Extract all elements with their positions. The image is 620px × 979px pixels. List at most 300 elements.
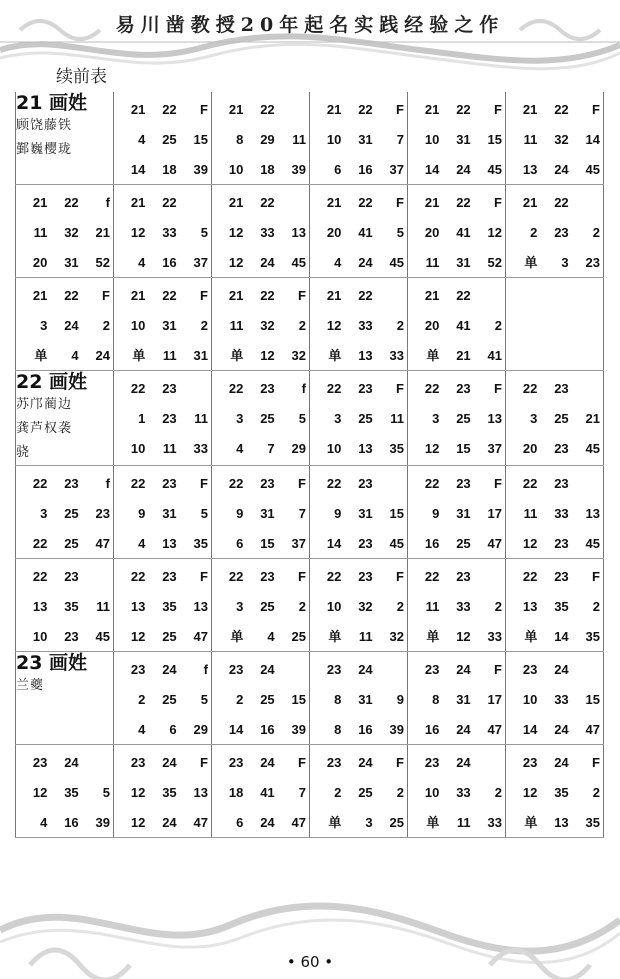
stroke-value: 10 [522,692,538,707]
stroke-value: 23 [64,569,79,584]
stroke-value: 2 [494,318,502,333]
stroke-value: 10 [32,629,48,644]
table-row [16,278,604,371]
stroke-value: F [592,102,600,117]
stroke-value: 12 [32,785,48,800]
stroke-value: 12 [130,225,146,240]
stroke-value: 18 [260,162,275,177]
stroke-value: 22 [326,381,342,396]
stroke-value: 24 [554,722,569,737]
stroke-value: 8 [334,722,342,737]
stroke-value [569,195,600,211]
stroke-value: 23 [162,381,177,396]
stroke-value: 2 [396,785,404,800]
stroke-value: 47 [487,536,502,551]
stroke-value: 14 [228,722,244,737]
stroke-value: f [301,381,306,396]
stroke-value: 23 [326,755,342,770]
stroke-value: 35 [389,441,404,456]
group-header-cell [16,92,114,185]
stroke-value: 23 [162,411,177,426]
stroke-value [275,662,306,678]
stroke-value: 24 [456,162,471,177]
stroke-value: 13 [487,411,502,426]
stroke-value: 35 [554,785,569,800]
stroke-value: 24 [358,755,373,770]
stroke-value: 13 [291,225,306,240]
stroke-value: 12 [130,629,146,644]
stroke-value: F [396,195,404,210]
combination-cell [506,652,604,745]
stroke-value: 33 [260,225,275,240]
stroke-value: 22 [358,102,373,117]
stroke-value: 单 [524,815,538,830]
stroke-value: 11 [292,132,306,147]
stroke-value: 15 [585,692,600,707]
stroke-value: 22 [456,102,471,117]
stroke-value: 41 [456,318,471,333]
combination-cell [212,278,310,371]
stroke-value: 25 [358,785,373,800]
stroke-value: 22 [162,288,177,303]
stroke-value: 24 [554,755,569,770]
continued-label: 续前表 [56,67,107,87]
combination-cell [212,371,310,466]
stroke-value: 17 [487,506,502,521]
stroke-value: 25 [162,132,177,147]
stroke-value [506,348,537,364]
stroke-value: 23 [456,381,471,396]
stroke-value: 23 [456,569,471,584]
stroke-value: 25 [456,536,471,551]
stroke-value: 29 [291,441,306,456]
stroke-value: 35 [162,599,177,614]
combination-cell [114,185,212,278]
stroke-value: 16 [162,255,177,270]
stroke-value: 21 [326,288,342,303]
stroke-value: 21 [585,411,600,426]
stroke-value: 33 [358,318,373,333]
stroke-value: 单 [328,815,342,830]
stroke-value: 25 [64,506,79,521]
stroke-value: 5 [298,411,306,426]
stroke-value: 32 [260,318,275,333]
stroke-value: 23 [32,755,48,770]
stroke-value: 11 [229,318,244,333]
stroke-value: 29 [193,722,208,737]
page-number: • 60 • [286,953,334,971]
table-row [16,92,604,185]
stroke-value: 10 [424,132,440,147]
stroke-value: 23 [95,506,110,521]
stroke-value [537,288,568,304]
table-row [16,559,604,652]
stroke-value: 2 [396,599,404,614]
stroke-value: 22 [326,569,342,584]
stroke-value: 12 [424,441,440,456]
stroke-value: 22 [228,569,244,584]
stroke-value: F [298,569,306,584]
stroke-value: 33 [193,441,208,456]
stroke-value: 单 [34,348,48,363]
stroke-value: 6 [236,815,244,830]
stroke-value: 22 [130,569,146,584]
stroke-value: 22 [162,102,177,117]
stroke-table [15,92,603,838]
stroke-value: 12 [522,785,538,800]
stroke-value: 52 [487,255,502,270]
stroke-value: 37 [291,536,306,551]
combination-cell [310,559,408,652]
stroke-value: 11 [162,441,177,456]
stroke-value: 23 [130,755,146,770]
stroke-value: 21 [456,348,471,363]
stroke-value: F [494,476,502,491]
stroke-value: 22 [522,569,538,584]
stroke-value: 35 [193,536,208,551]
stroke-value: 24 [64,755,79,770]
stroke-value [537,348,568,364]
stroke-value: 1 [138,411,146,426]
combination-cell [408,559,506,652]
stroke-value: 单 [328,348,342,363]
stroke-value: 24 [456,662,471,677]
stroke-value: 22 [162,195,177,210]
stroke-value: 31 [64,255,79,270]
combination-cell [114,466,212,559]
stroke-value: 23 [260,569,275,584]
stroke-value: 单 [426,815,440,830]
combination-cell [212,92,310,185]
group-header-cell [16,371,114,466]
stroke-value: 5 [200,225,208,240]
stroke-value: 23 [162,569,177,584]
stroke-value [471,755,502,771]
combination-cell [16,278,114,371]
stroke-value: 31 [162,506,177,521]
combination-cell [310,652,408,745]
stroke-value: 23 [358,536,373,551]
stroke-value: 23 [554,476,569,491]
stroke-value: 23 [358,569,373,584]
stroke-value [79,755,110,771]
stroke-value: 33 [554,506,569,521]
stroke-value [471,288,502,304]
stroke-value: 31 [162,318,177,333]
stroke-value: F [494,381,502,396]
surname-group-table [15,652,604,838]
stroke-value: 32 [358,599,373,614]
stroke-value: 2 [494,599,502,614]
combination-cell [408,652,506,745]
stroke-value [537,318,568,334]
stroke-value: 23 [554,536,569,551]
stroke-value: 单 [524,629,538,644]
stroke-value: 23 [64,629,79,644]
stroke-value: 37 [389,162,404,177]
stroke-value: 35 [64,785,79,800]
combination-cell [408,185,506,278]
stroke-value: 13 [358,348,373,363]
stroke-value: 22 [64,288,79,303]
stroke-value: 32 [291,348,306,363]
stroke-value: 22 [456,195,471,210]
stroke-value: 33 [487,815,502,830]
stroke-value: 45 [585,536,600,551]
stroke-value: F [396,569,404,584]
combination-cell [212,559,310,652]
stroke-value: 单 [426,348,440,363]
stroke-value: 45 [585,162,600,177]
stroke-value: 47 [585,722,600,737]
stroke-value: 7 [298,506,306,521]
stroke-value: 24 [456,755,471,770]
combination-cell [16,466,114,559]
stroke-value: 31 [456,255,471,270]
stroke-value: 23 [326,662,342,677]
stroke-value: f [203,662,208,677]
stroke-value: 18 [228,785,244,800]
stroke-value: 31 [456,692,471,707]
stroke-value: 23 [130,662,146,677]
stroke-value: 24 [358,255,373,270]
stroke-value: f [105,195,110,210]
combination-cell [506,371,604,466]
stroke-value: F [102,288,110,303]
stroke-value: 2 [200,318,208,333]
stroke-value: 9 [396,692,404,707]
stroke-value: 22 [32,476,48,491]
stroke-value [275,102,306,118]
stroke-value: 21 [522,195,538,210]
stroke-value: 3 [432,411,440,426]
stroke-value [506,318,537,334]
stroke-value: 25 [358,411,373,426]
stroke-value: 单 [230,348,244,363]
stroke-value: 4 [267,629,275,644]
stroke-value: 32 [554,132,569,147]
stroke-value: 35 [585,629,600,644]
stroke-value: 31 [456,506,471,521]
combination-cell [16,185,114,278]
stroke-value: 8 [432,692,440,707]
stroke-value: 24 [162,815,177,830]
combination-cell [506,92,604,185]
combination-cell [114,371,212,466]
stroke-value: 33 [487,629,502,644]
stroke-value: 2 [138,692,146,707]
stroke-value [569,476,600,492]
stroke-value: 23 [358,381,373,396]
stroke-value: 3 [530,411,538,426]
surname-characters: 龚芦权袭 [16,421,73,436]
surname-characters: 顾饶藤铁 [16,118,73,133]
stroke-value: 22 [130,476,146,491]
combination-cell [16,745,114,838]
stroke-value: 10 [326,599,342,614]
stroke-value: 11 [523,506,538,521]
stroke-value [79,569,110,585]
stroke-value: 47 [193,815,208,830]
combination-cell [310,745,408,838]
stroke-value: 4 [138,536,146,551]
stroke-value: 11 [523,132,538,147]
stroke-value: 22 [424,381,440,396]
stroke-value: 13 [193,599,208,614]
combination-cell [408,371,506,466]
stroke-value: 16 [358,162,373,177]
stroke-value: 15 [260,536,275,551]
stroke-value: 12 [456,629,471,644]
stroke-value: 14 [424,162,440,177]
stroke-value: 12 [228,255,244,270]
stroke-value: 22 [456,288,471,303]
combination-cell [16,559,114,652]
stroke-value: 11 [162,348,177,363]
stroke-value: 24 [260,255,275,270]
stroke-value: 23 [424,662,440,677]
stroke-value: 13 [32,599,48,614]
stroke-value: 21 [326,195,342,210]
stroke-value: 11 [33,225,48,240]
stroke-value: 32 [64,225,79,240]
stroke-value: 32 [389,629,404,644]
stroke-value: 24 [260,662,275,677]
stroke-value: 21 [95,225,110,240]
stroke-value: 15 [456,441,471,456]
stroke-value: 12 [130,815,146,830]
stroke-value: 35 [585,815,600,830]
group-title: 23 画姓 [16,652,88,674]
stroke-value: F [298,755,306,770]
stroke-value: 9 [236,506,244,521]
stroke-value: 13 [193,785,208,800]
combination-cell [310,92,408,185]
stroke-value: 9 [432,506,440,521]
stroke-value: 2 [530,225,538,240]
stroke-value [506,288,537,304]
stroke-value [373,476,404,492]
stroke-value: 13 [585,506,600,521]
stroke-value: 16 [424,722,440,737]
stroke-value: 23 [456,476,471,491]
stroke-value: 23 [424,755,440,770]
stroke-value: 7 [396,132,404,147]
combination-cell [212,745,310,838]
stroke-value: 39 [291,722,306,737]
stroke-value: 31 [358,506,373,521]
stroke-value: 52 [95,255,110,270]
stroke-value: 3 [236,599,244,614]
combination-cell [212,466,310,559]
stroke-value: 13 [522,599,538,614]
stroke-value: 21 [32,195,48,210]
stroke-value: 5 [200,692,208,707]
stroke-value: 22 [554,102,569,117]
stroke-value: 23 [554,569,569,584]
combination-cell [408,466,506,559]
stroke-value: 2 [236,692,244,707]
surname-characters: 骁 [16,445,31,460]
surname-group-table [15,371,604,652]
combination-cell [212,185,310,278]
stroke-value: 24 [260,755,275,770]
combination-cell [310,466,408,559]
stroke-value: 21 [424,288,440,303]
stroke-value: 21 [424,102,440,117]
stroke-value: 24 [95,348,110,363]
stroke-value: F [200,102,208,117]
stroke-value: 29 [260,132,275,147]
stroke-value: F [396,755,404,770]
book-title: 易川凿教授20年起名实践经验之作 [115,14,505,36]
stroke-value: 14 [130,162,146,177]
stroke-value: 4 [138,722,146,737]
stroke-value: 24 [358,662,373,677]
stroke-value: 单 [132,348,146,363]
stroke-value: 16 [358,722,373,737]
stroke-value: 24 [554,162,569,177]
stroke-value: 21 [228,102,244,117]
stroke-value: 41 [260,785,275,800]
stroke-value: 22 [326,476,342,491]
stroke-value: 23 [554,225,569,240]
stroke-value: 21 [130,102,146,117]
combination-cell [212,652,310,745]
stroke-value: 2 [592,785,600,800]
combination-cell [506,745,604,838]
stroke-value: 37 [193,255,208,270]
stroke-value: 39 [291,162,306,177]
stroke-value: 4 [71,348,79,363]
stroke-value: 10 [424,785,440,800]
stroke-value: 45 [389,255,404,270]
stroke-value: 22 [522,476,538,491]
stroke-value: 12 [130,785,146,800]
surname-characters: 苏邝蔺边 [16,397,73,412]
stroke-value: 15 [389,506,404,521]
stroke-value: 13 [162,536,177,551]
stroke-value: 2 [102,318,110,333]
stroke-value: F [396,381,404,396]
table-row [16,652,604,745]
stroke-value: 9 [334,506,342,521]
stroke-value: F [494,662,502,677]
stroke-value: 22 [260,195,275,210]
stroke-value: 41 [358,225,373,240]
stroke-value: 3 [40,318,48,333]
stroke-value: 25 [64,536,79,551]
table-row [16,466,604,559]
stroke-value: 2 [396,318,404,333]
surname-characters: 鄞巍樱珑 [16,142,73,157]
stroke-value: 2 [334,785,342,800]
stroke-value: 10 [130,318,146,333]
stroke-value: 16 [64,815,79,830]
combination-cell [506,278,604,371]
stroke-value: 45 [389,536,404,551]
stroke-value: 33 [389,348,404,363]
stroke-value [569,348,600,364]
stroke-value: 23 [358,476,373,491]
stroke-value: 5 [200,506,208,521]
stroke-value: 21 [130,195,146,210]
stroke-value: 22 [554,195,569,210]
combination-cell [114,92,212,185]
stroke-value [569,318,600,334]
stroke-value: 35 [64,599,79,614]
stroke-value: 14 [326,536,342,551]
